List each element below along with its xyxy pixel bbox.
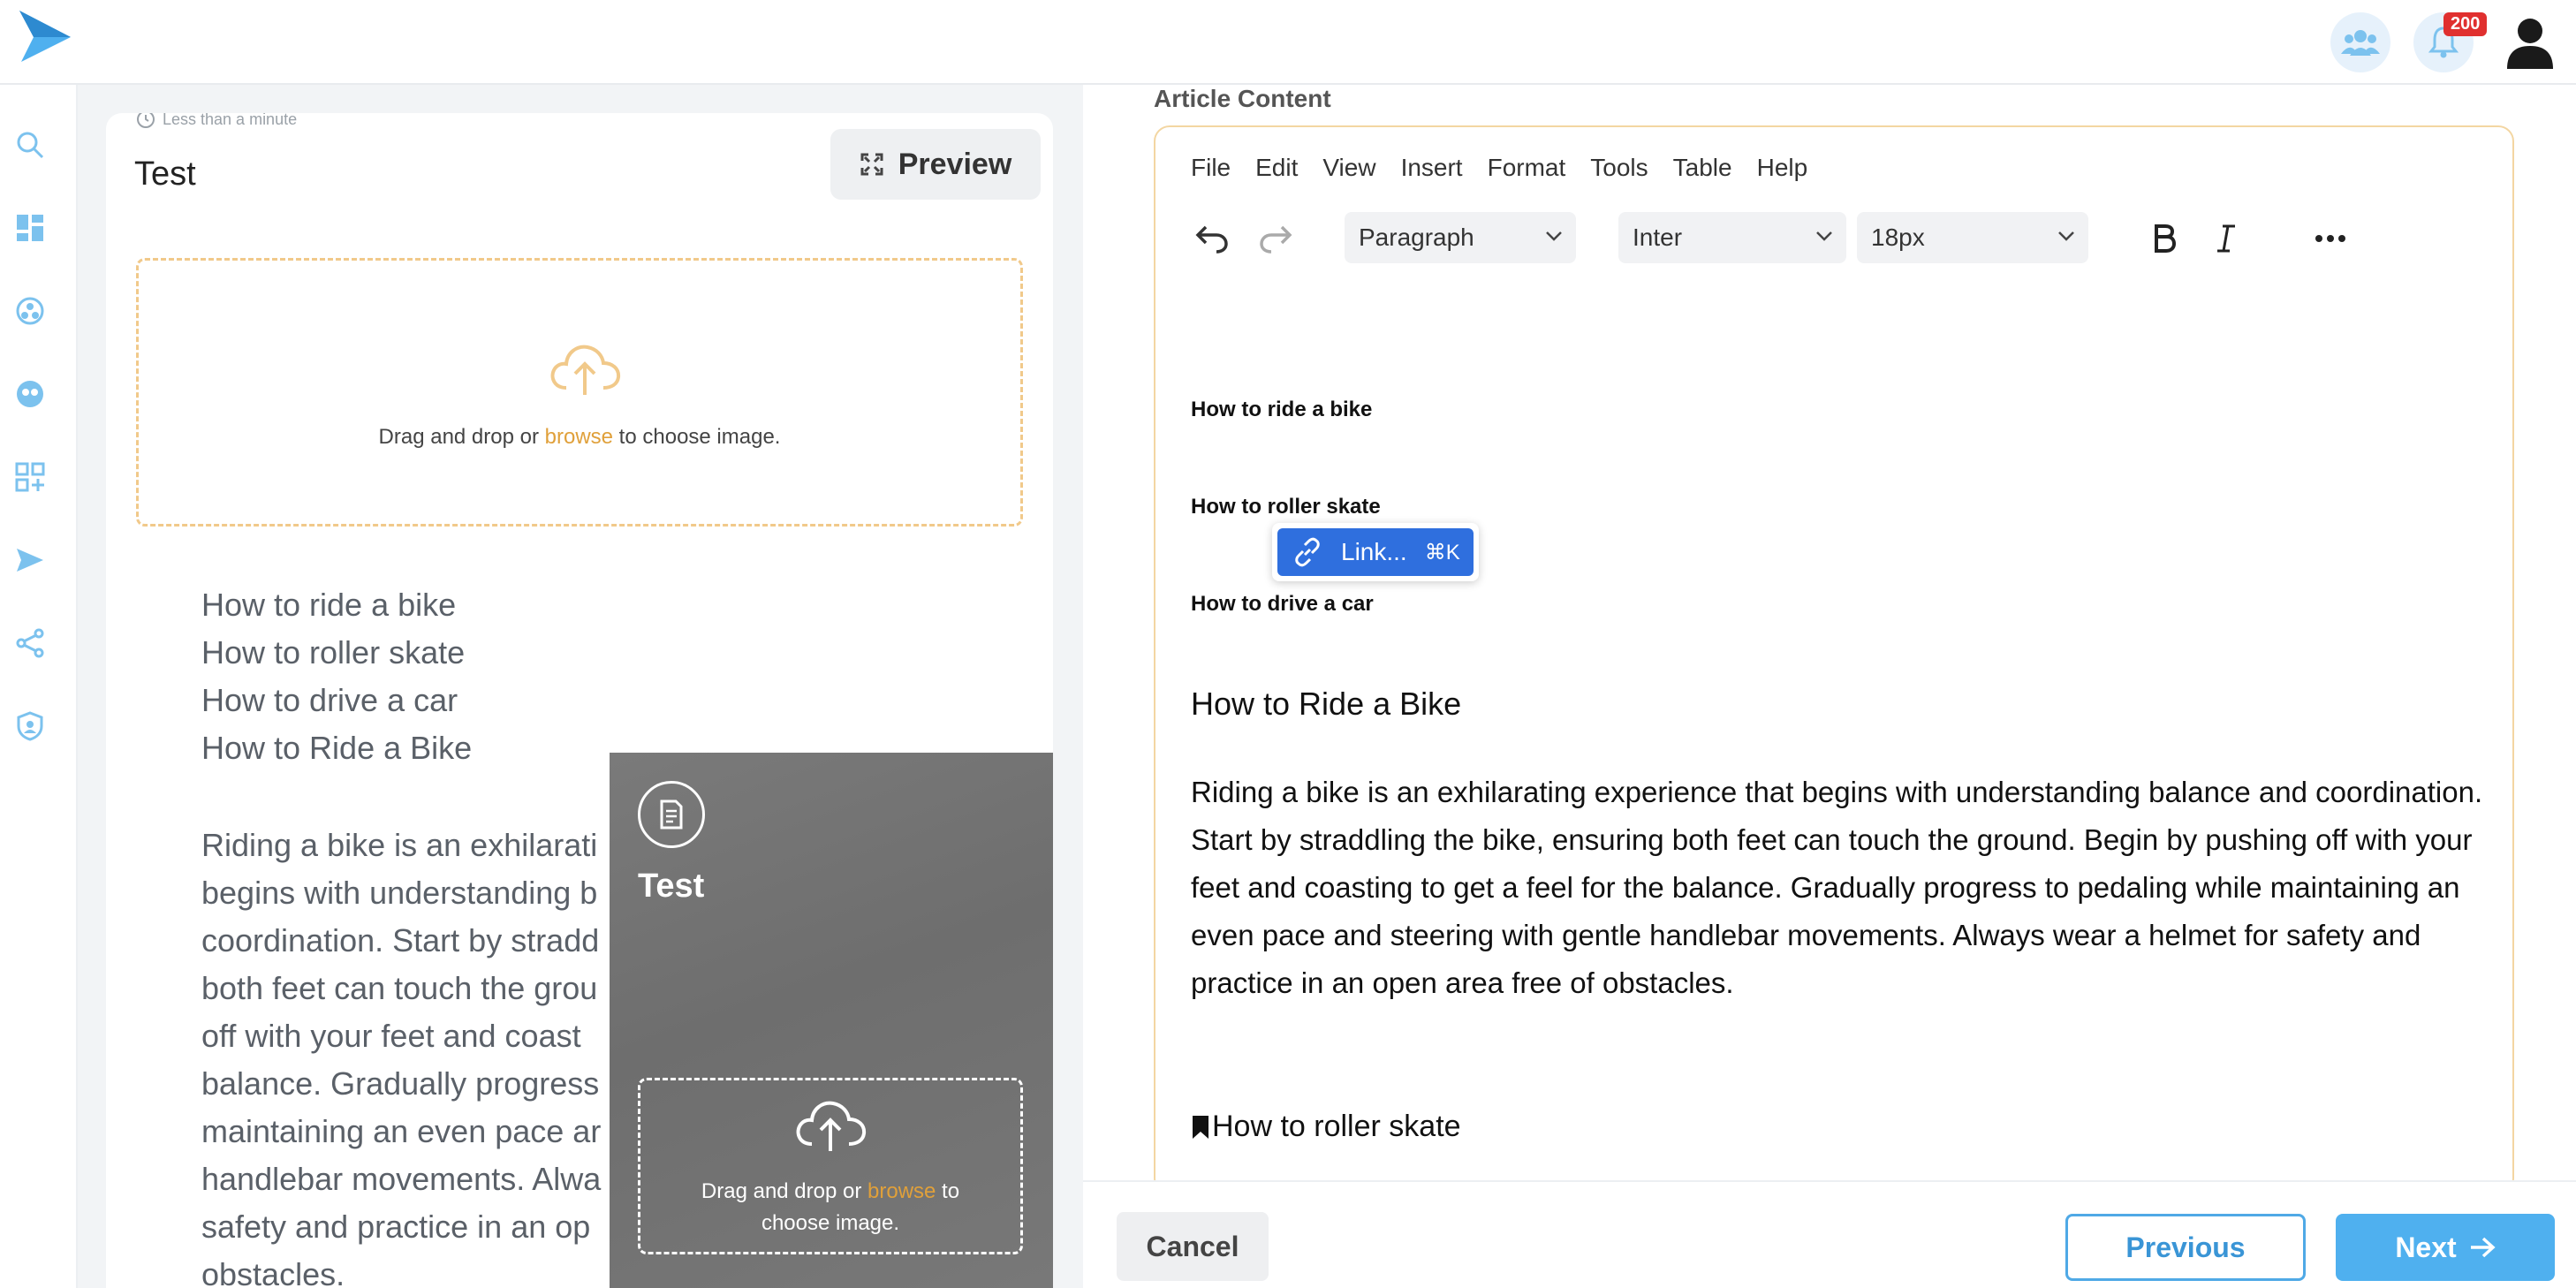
bookmark-icon bbox=[1191, 1114, 1210, 1140]
italic-icon[interactable] bbox=[2205, 217, 2247, 260]
block-format-select[interactable] bbox=[1345, 212, 1576, 263]
menu-table[interactable]: Table bbox=[1672, 154, 1732, 181]
link-button[interactable] bbox=[1277, 528, 1474, 576]
footer-bar bbox=[1083, 1180, 2576, 1288]
preview-button[interactable] bbox=[830, 129, 1041, 200]
toc-item[interactable]: How to drive a car bbox=[201, 682, 458, 718]
cover-browse-link[interactable]: browse bbox=[868, 1179, 936, 1203]
preview-label: Preview bbox=[898, 147, 1012, 181]
cancel-button[interactable]: Cancel bbox=[1117, 1212, 1269, 1281]
link-tooltip[interactable] bbox=[1272, 523, 1479, 581]
card-title: Test bbox=[134, 155, 196, 193]
bold-icon[interactable] bbox=[2143, 217, 2186, 260]
link-shortcut: ⌘K bbox=[1424, 540, 1460, 564]
next-label: Next bbox=[2395, 1231, 2457, 1263]
body-line: coordination. Start by stradd bbox=[201, 922, 600, 958]
read-time bbox=[136, 113, 297, 129]
menu-view[interactable]: View bbox=[1322, 154, 1376, 181]
dropzone-text bbox=[139, 425, 1020, 450]
body-line: both feet can touch the grou bbox=[201, 970, 598, 1006]
editor-section-heading: How to Ride a Bike bbox=[1191, 686, 1462, 722]
menu-help[interactable]: Help bbox=[1756, 154, 1808, 181]
body-line: safety and practice in an op bbox=[201, 1208, 591, 1245]
arrow-right-icon bbox=[2469, 1236, 2496, 1259]
top-bar bbox=[0, 0, 2576, 85]
editor-heading-link[interactable]: How to drive a car bbox=[1191, 592, 1374, 616]
body-line: balance. Gradually progress bbox=[201, 1065, 600, 1102]
body-line: handlebar movements. Alwa bbox=[201, 1161, 602, 1197]
toc-item[interactable]: How to ride a bike bbox=[201, 587, 457, 623]
body-line: maintaining an even pace ar bbox=[201, 1113, 602, 1149]
search-icon[interactable] bbox=[12, 127, 48, 163]
menu-tools[interactable]: Tools bbox=[1590, 154, 1648, 181]
chevron-down-icon bbox=[2057, 230, 2076, 242]
dropzone-text-before: Drag and drop or bbox=[378, 425, 545, 449]
font-family-select[interactable] bbox=[1618, 212, 1846, 263]
link-icon bbox=[1292, 536, 1323, 568]
security-icon[interactable] bbox=[12, 708, 48, 744]
chevron-down-icon bbox=[1544, 230, 1564, 242]
editor-next-heading bbox=[1191, 1110, 1461, 1144]
cover-dropzone-text-before: Drag and drop or bbox=[701, 1179, 868, 1203]
expand-icon bbox=[860, 152, 884, 177]
add-widget-icon[interactable] bbox=[12, 459, 48, 495]
block-format-value: Paragraph bbox=[1359, 224, 1474, 251]
menu-file[interactable]: File bbox=[1191, 154, 1231, 181]
read-time-label: Less than a minute bbox=[163, 113, 298, 128]
article-preview-card bbox=[106, 113, 1053, 1288]
notification-badge: 200 bbox=[2443, 12, 2487, 36]
cover-image-card bbox=[610, 753, 1053, 1288]
community-icon[interactable] bbox=[12, 376, 48, 412]
cloud-upload-icon bbox=[794, 1098, 867, 1155]
cloud-upload-icon bbox=[549, 340, 621, 398]
cover-dropzone-text bbox=[667, 1176, 994, 1239]
user-avatar-icon[interactable] bbox=[2505, 16, 2555, 69]
clock-icon bbox=[136, 113, 155, 129]
browse-link[interactable]: browse bbox=[544, 425, 614, 449]
dropzone-text-after: to choose image. bbox=[613, 425, 781, 449]
editor-heading-link[interactable]: How to roller skate bbox=[1191, 495, 1381, 519]
cover-dropzone-text-after: to choose image. bbox=[761, 1179, 960, 1235]
link-label: Link... bbox=[1341, 538, 1407, 565]
cover-title: Test bbox=[638, 868, 705, 905]
toc-item[interactable]: How to roller skate bbox=[201, 634, 466, 671]
editor-heading-link[interactable]: How to ride a bike bbox=[1191, 398, 1373, 421]
body-line: obstacles. bbox=[201, 1256, 345, 1288]
font-family-value: Inter bbox=[1633, 224, 1683, 251]
team-icon[interactable] bbox=[2330, 12, 2390, 72]
share-icon[interactable] bbox=[12, 625, 48, 661]
undo-icon[interactable] bbox=[1191, 217, 1233, 260]
send-icon[interactable] bbox=[12, 542, 48, 578]
analytics-icon[interactable] bbox=[12, 293, 48, 329]
document-icon bbox=[638, 781, 705, 848]
dashboard-icon[interactable] bbox=[12, 210, 48, 246]
editor-menubar bbox=[1191, 154, 1807, 182]
menu-edit[interactable]: Edit bbox=[1255, 154, 1299, 181]
editor-paragraph: Riding a bike is an exhilarating experience that begins with understanding balance and coordination. Start by straddling the bike, ensuring both feet can touch the ground. Begin by pushing off with your feet and coasting to get a feel for the balance. Gradually progress to pedaling while maintaining an even pace and steering with gentle handlebar movements. Always wear a helmet for safety and practice in an open area free of obstacles. bbox=[1191, 776, 2483, 999]
chevron-down-icon bbox=[1815, 230, 1834, 242]
body-line: begins with understanding b bbox=[201, 875, 598, 911]
logo-icon[interactable] bbox=[16, 7, 72, 64]
image-dropzone[interactable] bbox=[136, 258, 1023, 527]
menu-format[interactable]: Format bbox=[1487, 154, 1566, 181]
sidebar bbox=[0, 85, 78, 1288]
cover-image-dropzone[interactable] bbox=[638, 1078, 1023, 1254]
section-label: Article Content bbox=[1154, 85, 1331, 112]
next-button[interactable] bbox=[2336, 1214, 2555, 1281]
font-size-select[interactable] bbox=[1857, 212, 2088, 263]
next-heading-label: How to roller skate bbox=[1212, 1110, 1461, 1143]
table-of-contents bbox=[201, 581, 472, 772]
redo-icon[interactable] bbox=[1254, 217, 1297, 260]
menu-insert[interactable]: Insert bbox=[1400, 154, 1463, 181]
body-line: off with your feet and coast bbox=[201, 1018, 581, 1054]
previous-button[interactable]: Previous bbox=[2065, 1214, 2306, 1281]
toc-item[interactable]: How to Ride a Bike bbox=[201, 730, 473, 766]
font-size-value: 18px bbox=[1871, 224, 1925, 251]
article-content-pane bbox=[1083, 85, 2576, 1180]
rich-text-editor[interactable] bbox=[1154, 125, 2514, 1194]
more-options-icon[interactable] bbox=[2309, 217, 2352, 260]
body-line: Riding a bike is an exhilarati bbox=[201, 827, 598, 863]
